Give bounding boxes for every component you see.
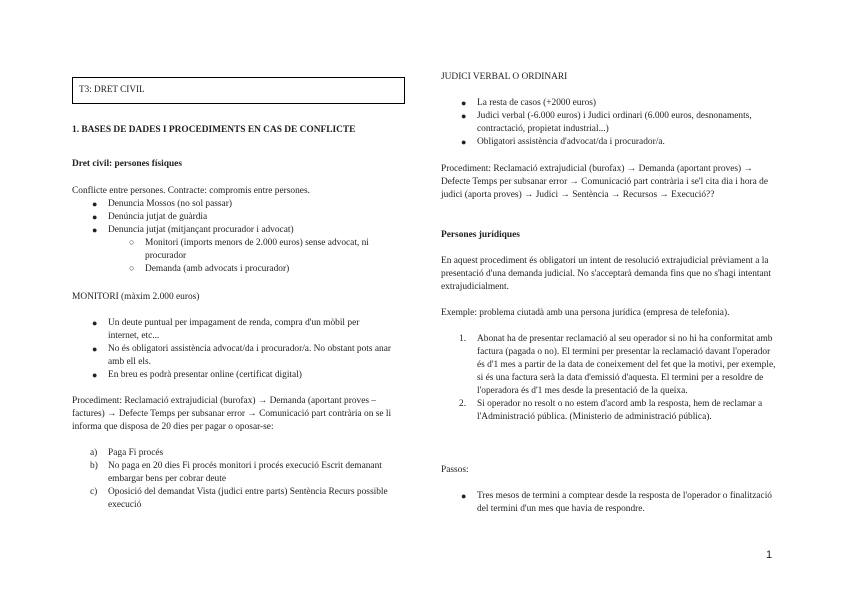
- bullet-icon: ●: [461, 111, 467, 121]
- procediment-monitori: Procediment: Reclamació extrajudicial (burofax) → Demanda (aportant proves – factures) → Defecte Temps per subsanar error → Comunicació part contrària on se li informa que disposa de 20 dies per pagar o oposar-se:: [72, 396, 392, 432]
- monitori-bullet-list: [72, 317, 392, 382]
- list-item: ● Denuncia jutjat (mitjançant procurador i advocat): [92, 225, 294, 235]
- exemple-text: Exemple: problema ciutadà amb una persona jurídica (empresa de telefonia).: [441, 308, 730, 318]
- bullet-icon: ●: [92, 370, 98, 380]
- bullet-icon: ●: [92, 199, 98, 209]
- options-list: [72, 447, 392, 512]
- bullet-icon: ●: [92, 212, 98, 222]
- passos-bullet-list: [441, 490, 776, 516]
- list-item: ● Denuncia Mossos (no sol passar): [92, 199, 232, 209]
- monitori-heading: MONITORI (màxim 2.000 euros): [72, 292, 200, 302]
- judici-heading: JUDICI VERBAL O ORDINARI: [441, 72, 568, 82]
- bullet-icon: ●: [461, 491, 467, 501]
- bullet-icon: ●: [461, 98, 467, 108]
- list-item: b) No paga en 20 dies Fi procés monitori i procés execució Escrit demanant embargar bens per cobrar deute: [90, 461, 382, 484]
- subheading-persones-fisiques: Dret civil: persones físiques: [72, 159, 182, 169]
- bullet-icon: ●: [92, 344, 98, 354]
- list-item: ● Un deute puntual per impagament de renda, compra d'un mòbil per internet, etc...: [92, 318, 360, 341]
- bullet-icon: ●: [92, 225, 98, 235]
- list-item: ● Obligatori assistència d'advocat/da i procurador/a.: [461, 137, 665, 147]
- list-item: 1. Abonat ha de presentar reclamació al seu operador si no hi ha conformitat amb factura (pagada o no). El termini per presentar la reclamació davant l'operador és d'1 mes a partir de la data de coneixement del fet que la motivi, per exemple, si és una factura serà la data d'emissió d'aquesta. El termini per a resoldre de l'operadora és d'1 mes desde la presentació de la queixa.: [459, 334, 776, 396]
- list-item: ● La resta de casos (+2000 euros): [461, 98, 597, 108]
- judici-bullet-list: [441, 97, 761, 149]
- persones-juridiques-heading: Persones jurídiques: [441, 230, 520, 240]
- list-item: ● Tres mesos de termini a comptear desde la resposta de l'operador o finalització del termini d'un mes que havia de respondre.: [461, 491, 772, 514]
- section-heading: 1. BASES DE DADES I PROCEDIMENTS EN CAS DE CONFLICTE: [72, 125, 356, 135]
- bullet-icon: ●: [92, 318, 98, 328]
- persones-juridiques-text: En aquest procediment és obligatori un intent de resolució extrajudicial prèviament a la presentació d'una demanda judicial. No s'acceptarà demanda fins que no s'hagi intentant extrajudicialment.: [441, 256, 771, 292]
- list-item: c) Oposició del demandat Vista (judici entre parts) Sentència Recurs possible execució: [90, 487, 388, 510]
- numbered-list: [441, 333, 776, 424]
- list-item: ● En breu es podrà presentar online (certificat digital): [92, 370, 302, 380]
- sub-list-item: ○ Demanda (amb advocats i procurador): [129, 263, 290, 274]
- list-item: a) Paga Fi procés: [90, 448, 164, 458]
- intro-text: Conflicte entre persones. Contracte: compromis entre persones.: [72, 186, 310, 196]
- list-item: ● Denúncia jutjat de guàrdia: [92, 212, 208, 222]
- list-item: ● No és obligatori assistència advocat/da i procurador/a. No obstant pots anar amb ell els.: [92, 344, 391, 367]
- circle-bullet-icon: ○: [129, 237, 135, 247]
- list-item: 2. Si operador no resolt o no estem d'acord amb la resposta, hem de reclamar a l'Administració pública. (Ministerio de administració pública).: [459, 399, 763, 422]
- title-box: [72, 77, 405, 104]
- passos-label: Passos:: [441, 465, 469, 475]
- bullet-icon: ●: [461, 137, 467, 147]
- page-number: 1: [766, 549, 773, 561]
- circle-bullet-icon: ○: [129, 263, 135, 273]
- procediment-judici: Procediment: Reclamació extrajudicial (burofax) → Demanda (aportant proves) → Defecte Temps per subsanar error → Comunicació part contrària i se'l cita dia i hora de judici (aporta proves) → Judici → Sentència → Recursos → Execució??: [441, 164, 769, 200]
- bullet-list: [72, 198, 407, 276]
- title-text: T3: DRET CIVIL: [79, 84, 145, 94]
- sub-list-item: ○ Monitori (imports menors de 2.000 euros) sense advocat, ni procurador: [129, 237, 369, 261]
- list-item: ● Judici verbal (-6.000 euros) i Judici ordinari (6.000 euros, desnonaments, contractació, propietat industrial...): [461, 111, 752, 134]
